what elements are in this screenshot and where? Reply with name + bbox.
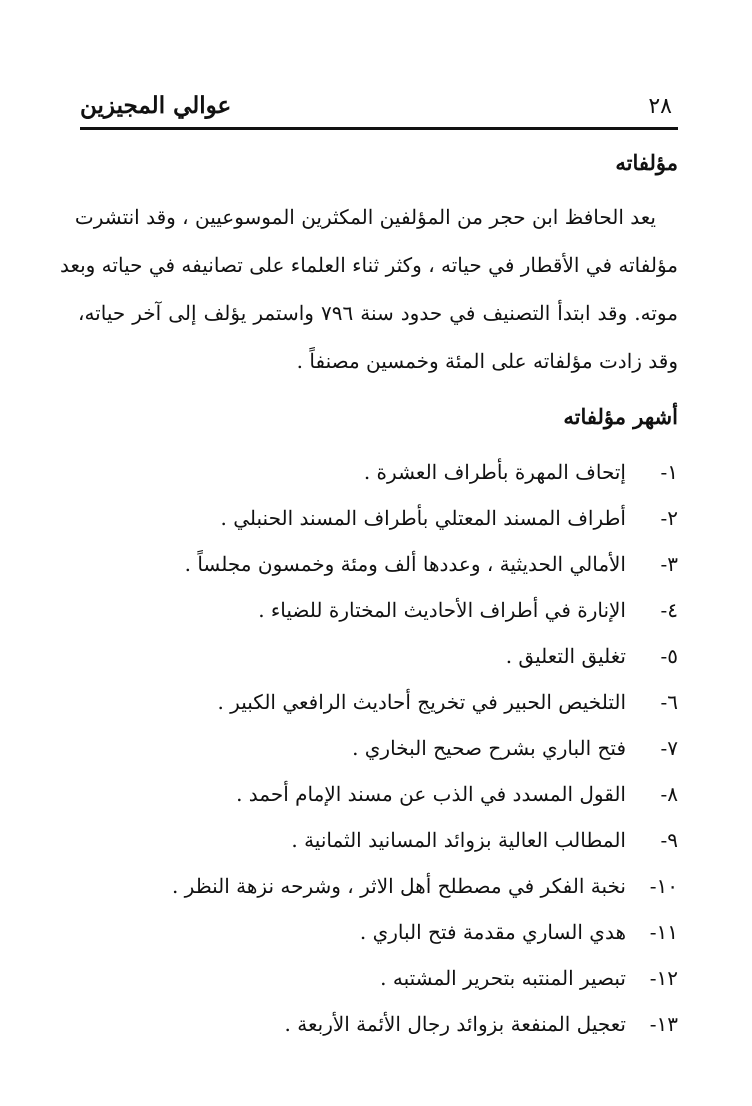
list-item-number: ٩- <box>660 828 678 852</box>
list-item-text: تغليق التعليق . <box>505 644 626 668</box>
header-rule <box>80 127 678 130</box>
list-item-text: تعجيل المنفعة بزوائد رجال الأئمة الأربعة . <box>284 1012 626 1036</box>
list-item-text: تبصير المنتبه بتحرير المشتبه . <box>380 966 626 990</box>
list-item-number: ١- <box>660 460 678 484</box>
list-item-number: ٣- <box>660 552 678 576</box>
list-item <box>78 909 678 955</box>
list-item <box>78 587 678 633</box>
section-heading-famous-works: أشهر مؤلفاته <box>563 404 678 429</box>
list-item-text: نخبة الفكر في مصطلح أهل الاثر ، وشرحه نزهة النظر . <box>171 874 626 898</box>
list-item <box>78 495 678 541</box>
works-list <box>78 449 678 1047</box>
list-item-text: القول المسدد في الذب عن مسند الإمام أحمد . <box>236 782 626 806</box>
list-item-number: ٢- <box>660 506 678 530</box>
list-item-text: أطراف المسند المعتلي بأطراف المسند الحنبلي . <box>220 506 626 530</box>
list-item-text: التلخيص الحبير في تخريج أحاديث الرافعي الكبير . <box>217 690 626 714</box>
list-item-text: المطالب العالية بزوائد المسانيد الثمانية . <box>291 828 626 852</box>
list-item <box>78 679 678 725</box>
page-body <box>59 145 678 1047</box>
list-item <box>78 541 678 587</box>
section-heading-works: مؤلفاته <box>615 150 678 175</box>
page-header <box>80 92 678 126</box>
list-item <box>78 449 678 495</box>
list-item-text: فتح الباري بشرح صحيح البخاري . <box>352 736 626 760</box>
list-item-number: ١٠- <box>649 874 678 898</box>
list-item <box>78 955 678 1001</box>
paragraph-line: يعد الحافظ ابن حجر من المؤلفين المكثرين الموسوعيين ، وقد انتشرت <box>74 205 656 229</box>
list-item-number: ١٢- <box>649 966 678 990</box>
works-paragraph <box>59 193 678 385</box>
list-item-number: ٤- <box>660 598 678 622</box>
paragraph-line: موته. وقد ابتدأ التصنيف في حدود سنة ٧٩٦ واستمر يؤلف إلى آخر حياته، <box>78 301 678 325</box>
list-item <box>78 817 678 863</box>
paragraph-line: وقد زادت مؤلفاته على المئة وخمسين مصنفاً . <box>296 349 678 373</box>
list-item-number: ٧- <box>660 736 678 760</box>
page-number: ٢٨ <box>648 94 672 119</box>
paragraph-line: مؤلفاته في الأقطار في حياته ، وكثر ثناء العلماء على تصانيفه في حياته وبعد <box>59 253 678 277</box>
list-item-number: ١٣- <box>649 1012 678 1036</box>
list-item-number: ٨- <box>660 782 678 806</box>
list-item <box>78 633 678 679</box>
list-item-number: ١١- <box>649 920 678 944</box>
list-item <box>78 863 678 909</box>
list-item <box>78 725 678 771</box>
list-item <box>78 1001 678 1047</box>
list-item-text: الإنارة في أطراف الأحاديث المختارة للضياء . <box>258 598 626 622</box>
list-item-text: هدي الساري مقدمة فتح الباري . <box>359 920 626 944</box>
list-item-text: إتحاف المهرة بأطراف العشرة . <box>363 460 626 484</box>
list-item-text: الأمالي الحديثية ، وعددها ألف ومئة وخمسون مجلساً . <box>184 552 626 576</box>
list-item-number: ٥- <box>660 644 678 668</box>
list-item-number: ٦- <box>660 690 678 714</box>
list-item <box>78 771 678 817</box>
running-title: عوالي المجيزين <box>80 92 232 119</box>
